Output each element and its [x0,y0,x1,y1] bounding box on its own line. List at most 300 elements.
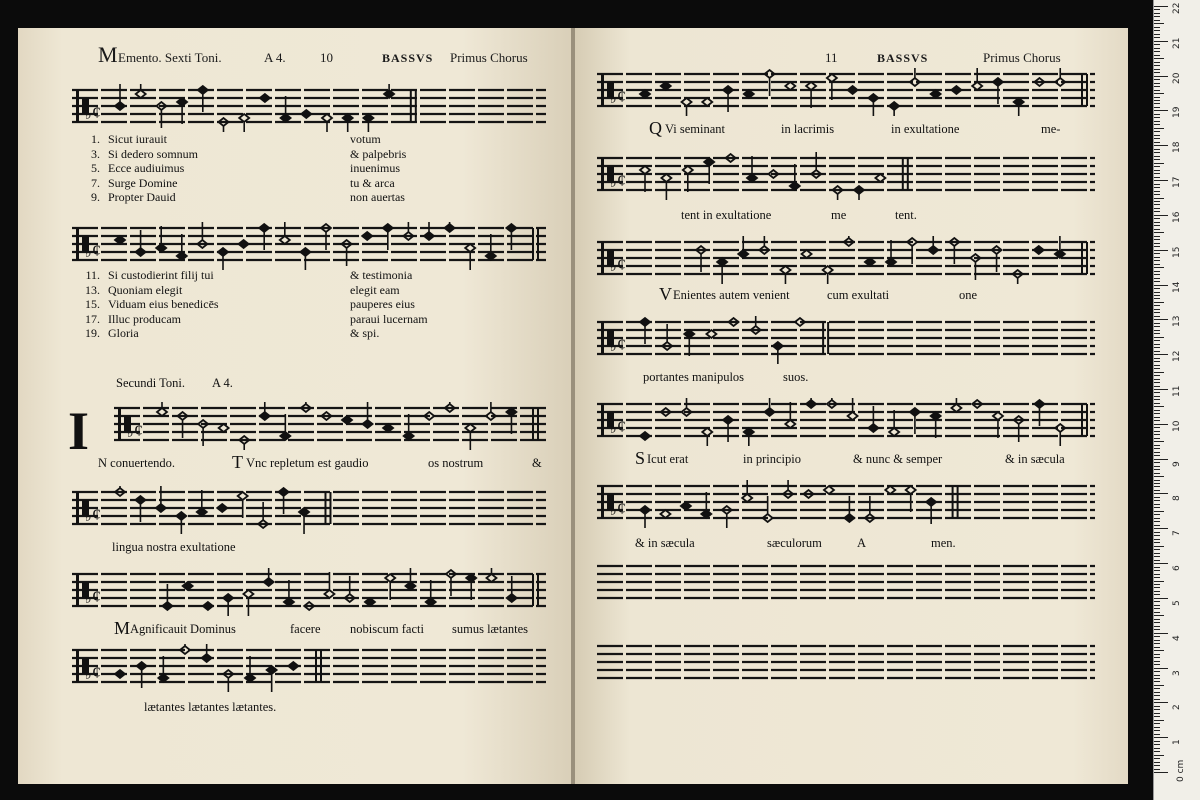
ruler-tick [1154,535,1160,536]
ruler-tick [1154,55,1160,56]
ruler-tick [1154,511,1164,512]
ruler-tick [1154,13,1160,14]
ruler-label: 9 [1172,460,1182,467]
verse-number: 7. [91,175,100,190]
ruler-tick [1154,354,1168,355]
ruler-tick [1154,591,1160,592]
ruler-tick [1154,170,1160,171]
ruler-tick [1154,271,1160,272]
lyric-drop-cap: T [232,452,243,472]
ruler-tick [1154,37,1160,38]
ruler-tick [1154,431,1160,432]
verse-ending: & spi. [350,326,380,340]
svg-text:♭: ♭ [85,591,92,607]
verse-incipit: Illuc producam [108,311,181,326]
verse-number: 3. [91,146,100,161]
ruler-label: 5 [1172,600,1182,606]
ruler-tick [1154,163,1164,164]
ruler-tick [1154,292,1160,293]
ruler-tick [1154,399,1160,400]
empty-staff [597,560,1095,608]
verse-list [82,132,502,212]
lyric-drop-cap: V [659,284,672,304]
ruler-tick [1154,184,1160,185]
ruler-tick [1154,699,1160,700]
ruler-tick [1154,9,1160,10]
lyric-segment: in exultatione [891,122,960,136]
ruler-tick [1154,514,1160,515]
ruler-tick [1154,493,1168,494]
ruler-tick [1154,452,1160,453]
staff-notation [72,644,546,692]
ruler-tick [1154,528,1168,529]
ruler-tick [1154,560,1160,561]
ruler-tick [1154,629,1160,630]
ruler-tick [1154,156,1160,157]
ruler-tick [1154,194,1160,195]
ruler-tick [1154,755,1164,756]
ruler-tick [1154,403,1160,404]
lyric-segment: & nunc & semper [853,452,943,466]
ruler-tick [1154,744,1160,745]
ruler-tick [1154,20,1160,21]
ruler-tick [1154,678,1160,679]
staff-notation [114,402,546,450]
ruler-tick [1154,302,1164,303]
ruler-tick [1154,27,1160,28]
lyric-line [635,536,1035,556]
svg-text:♭: ♭ [85,667,92,683]
ruler-tick [1154,671,1160,672]
ruler-tick [1154,121,1160,122]
ruler-tick [1154,48,1160,49]
ruler-tick [1154,612,1160,613]
music-staff [72,84,546,132]
ruler-tick [1154,504,1160,505]
ruler-tick [1154,406,1164,407]
lyric-segment: facere [290,622,321,636]
svg-text:♭: ♭ [610,175,617,191]
ruler-tick [1154,288,1160,289]
ruler-tick [1154,594,1160,595]
ruler-tick [1154,396,1160,397]
ruler-label: 7 [1172,530,1182,537]
ruler-tick [1154,131,1160,132]
ruler-tick [1154,138,1160,139]
staff-notation [597,480,1095,528]
music-staff [72,486,546,534]
ruler-label: 3 [1172,669,1182,676]
verse-incipit: Ecce audiuimus [108,161,185,175]
verse-ending: votum [350,132,381,146]
ruler-tick [1154,619,1160,620]
verse-number: 15. [85,297,100,311]
ruler-tick [1154,462,1160,463]
ruler-tick [1154,417,1160,418]
ruler-tick [1154,434,1160,435]
ruler-tick [1154,695,1160,696]
lyric-segment: tent in exultatione [681,208,772,222]
ruler-tick [1154,427,1160,428]
ruler-label: 1 [1172,739,1182,746]
ruler-tick [1154,337,1164,338]
verse-incipit: Surge Domine [108,175,178,190]
lyric-line [649,118,1109,142]
ruler-unit-label: 0 cm [1176,759,1186,782]
ruler-tick [1154,41,1168,42]
staff-notation [597,68,1095,116]
ruler-tick [1154,319,1168,320]
page-number: 10 [320,50,333,65]
ruler-tick [1154,675,1160,676]
svg-text:¢: ¢ [617,498,626,518]
ruler-tick [1154,201,1160,202]
ruler-tick [1154,69,1160,70]
ruler-tick [1154,208,1160,209]
svg-text:¢: ¢ [617,254,626,274]
lyric-segment: lætantes lætantes lætantes. [144,700,277,714]
ruler-tick [1154,351,1160,352]
verse-ending: non auertas [350,190,405,204]
music-staff [72,222,546,270]
music-staff [72,568,546,616]
header-title: Emento. Sexti Toni. [118,50,222,65]
verse-incipit: Viduam eius benedicēs [108,297,219,311]
ruler-tick [1154,309,1160,310]
ruler-label: 11 [1172,385,1182,397]
verse-ending: paraui lucernam [350,311,428,326]
ruler-tick [1154,459,1168,460]
ruler-tick [1154,110,1168,111]
lyric-segment: men. [931,536,956,550]
ruler-tick [1154,389,1168,390]
ruler-tick [1154,413,1160,414]
header-voices: A 4. [264,50,286,65]
ruler-tick [1154,751,1160,752]
ruler-tick [1154,654,1160,655]
ruler-tick [1154,267,1164,268]
ruler-tick [1154,278,1160,279]
ruler-tick [1154,187,1160,188]
ruler-label: 6 [1172,565,1182,572]
ruler-tick [1154,166,1160,167]
verse-incipit: Propter Dauid [108,190,176,204]
verse-ending: & testimonia [350,268,413,282]
ruler-tick [1154,643,1160,644]
ruler-tick [1154,295,1160,296]
ruler-tick [1154,253,1160,254]
ruler-tick [1154,274,1160,275]
ruler-tick [1154,257,1160,258]
verse-incipit: Quoniam elegit [108,282,183,297]
ruler-label: 4 [1172,634,1182,641]
svg-text:♭: ♭ [85,509,92,525]
music-staff [72,644,546,692]
lyric-segment: Vnc repletum est gaudio [246,456,369,470]
verse-ending: tu & arca [350,175,395,190]
ruler-tick [1154,103,1160,104]
ruler-tick [1154,198,1164,199]
staff-notation [597,152,1095,200]
lyric-line [659,284,1059,308]
ruler-tick [1154,97,1160,98]
ruler-tick [1154,500,1160,501]
ruler-tick [1154,734,1160,735]
lyric-segment: A [857,536,867,550]
ruler-tick [1154,608,1160,609]
measuring-ruler [1153,0,1200,800]
ruler-tick [1154,563,1168,564]
ruler-tick [1154,44,1160,45]
ruler-tick [1154,379,1160,380]
lyric-line [98,452,558,476]
ruler-tick [1154,114,1160,115]
verse-ending: elegit eam [350,282,400,297]
ruler-tick [1154,361,1160,362]
ruler-tick [1154,191,1160,192]
ruler-tick [1154,570,1160,571]
ruler-tick [1154,6,1168,7]
chorus-name: Primus Chorus [983,50,1061,65]
ruler-tick [1154,765,1160,766]
music-staff [597,316,1095,364]
ruler-tick [1154,455,1160,456]
ruler-tick [1154,420,1160,421]
verse-number: 9. [91,190,100,204]
ruler-tick [1154,584,1160,585]
ruler-tick [1154,239,1160,240]
ruler-tick [1154,758,1160,759]
ruler-tick [1154,211,1160,212]
ruler-tick [1154,410,1160,411]
ruler-tick [1154,601,1160,602]
verse-number: 13. [85,282,100,297]
ruler-tick [1154,598,1168,599]
lyric-segment: sumus lætantes [452,622,529,636]
ruler-tick [1154,633,1168,634]
ruler-tick [1154,51,1160,52]
left-page-header [18,42,573,72]
ruler-tick [1154,386,1160,387]
ruler-tick [1154,375,1160,376]
ruler-tick [1154,117,1160,118]
ruler-label: 15 [1172,246,1182,258]
lyric-segment: portantes manipulos [643,370,745,384]
ruler-tick [1154,180,1168,181]
ruler-tick [1154,229,1160,230]
svg-text:♭: ♭ [127,425,134,441]
ruler-tick [1154,681,1160,682]
lyric-line [681,208,1021,228]
ruler-tick [1154,330,1160,331]
ruler-tick [1154,177,1160,178]
ruler-tick [1154,553,1160,554]
ruler-tick [1154,225,1160,226]
svg-text:♭: ♭ [610,259,617,275]
ruler-tick [1154,650,1164,651]
ruler-tick [1154,382,1160,383]
ruler-tick [1154,83,1160,84]
ruler-tick [1154,340,1160,341]
svg-text:♭: ♭ [610,339,617,355]
ruler-tick [1154,264,1160,265]
ruler-tick [1154,727,1160,728]
ruler-tick [1154,232,1164,233]
ruler-tick [1154,445,1160,446]
lyric-segment: me- [1041,122,1061,136]
ruler-tick [1154,542,1160,543]
ruler-tick [1154,392,1160,393]
staff-notation [597,236,1095,284]
ruler-tick [1154,664,1160,665]
ruler-tick [1154,622,1160,623]
ruler-tick [1154,473,1160,474]
ruler-tick [1154,772,1168,773]
part-name: BASSVS [382,51,434,65]
left-page [18,28,573,784]
svg-text:¢: ¢ [617,334,626,354]
ruler-tick [1154,347,1160,348]
lyric-segment: N conuertendo. [98,456,176,470]
ruler-tick [1154,149,1160,150]
ruler-tick [1154,556,1160,557]
lyric-segment: tent. [895,208,917,222]
lyric-segment: in principio [743,452,801,466]
ruler-tick [1154,159,1160,160]
open-book [18,28,1128,784]
ruler-label: 12 [1172,350,1182,363]
verse-incipit: Si custodierint filij tui [108,268,214,282]
ruler-tick [1154,490,1160,491]
svg-text:♭: ♭ [610,421,617,437]
ruler-tick [1154,518,1160,519]
svg-text:¢: ¢ [92,504,101,524]
ruler-tick [1154,497,1160,498]
verse-incipit: Sicut iurauit [108,132,167,146]
large-initial: I [68,401,90,461]
ruler-tick [1154,215,1168,216]
ruler-tick [1154,368,1160,369]
verse-ending: inuenimus [350,161,400,175]
ruler-tick [1154,577,1160,578]
ruler-tick [1154,333,1160,334]
ruler-label: 8 [1172,495,1182,502]
verse-ending: pauperes eius [350,297,415,311]
ruler-tick [1154,23,1164,24]
svg-text:¢: ¢ [617,170,626,190]
ruler-tick [1154,34,1160,35]
ruler-tick [1154,730,1160,731]
empty-staff [597,640,1095,688]
ruler-tick [1154,702,1168,703]
ruler-tick [1154,615,1164,616]
svg-text:♭: ♭ [610,91,617,107]
ruler-tick [1154,124,1160,125]
ruler-tick [1154,713,1160,714]
svg-text:¢: ¢ [134,420,143,440]
ruler-label: 19 [1172,107,1182,119]
ruler-tick [1154,448,1160,449]
right-page [575,28,1128,784]
lyric-segment: in lacrimis [781,122,835,136]
chorus-name: Primus Chorus [450,50,528,65]
part-name: BASSVS [877,51,929,65]
ruler-tick [1154,100,1160,101]
ruler-tick [1154,587,1160,588]
ruler-tick [1154,748,1160,749]
svg-text:¢: ¢ [92,586,101,606]
svg-text:¢: ¢ [617,416,626,436]
header-drop-cap: M [98,42,118,67]
ruler-tick [1154,316,1160,317]
svg-text:¢: ¢ [617,86,626,106]
ruler-tick [1154,640,1160,641]
ruler-tick [1154,525,1160,526]
ruler-tick [1154,626,1160,627]
ruler-tick [1154,90,1160,91]
ruler-tick [1154,546,1164,547]
ruler-tick [1154,661,1160,662]
ruler-tick [1154,692,1160,693]
ruler-tick [1154,30,1160,31]
staff-notation [597,316,1095,364]
ruler-tick [1154,173,1160,174]
ruler-tick [1154,365,1160,366]
ruler-label: 16 [1172,211,1182,223]
ruler-tick [1154,93,1164,94]
ruler-tick [1154,372,1164,373]
ruler-tick [1154,62,1160,63]
ruler-tick [1154,480,1160,481]
ruler-tick [1154,281,1160,282]
verse-number: 19. [85,326,100,340]
ruler-tick [1154,424,1168,425]
mode-voices: A 4. [212,376,233,390]
staff-lines [597,640,1095,688]
svg-text:♭: ♭ [85,245,92,261]
ruler-tick [1154,298,1160,299]
lyric-segment: & in sæcula [635,536,695,550]
ruler-tick [1154,581,1164,582]
ruler-tick [1154,204,1160,205]
ruler-tick [1154,706,1160,707]
ruler-tick [1154,476,1164,477]
lyric-segment: me [831,208,847,222]
lyric-line [114,618,554,642]
ruler-tick [1154,507,1160,508]
ruler-label: 20 [1172,72,1182,84]
ruler-tick [1154,358,1160,359]
verse-number: 11. [85,268,100,282]
ruler-tick [1154,605,1160,606]
lyric-segment: & [532,456,542,470]
lyric-segment: os nostrum [428,456,484,470]
lyric-line [643,370,843,390]
ruler-tick [1154,636,1160,637]
lyric-drop-cap: Q [649,118,662,138]
staff-notation [72,84,546,132]
svg-text:♭: ♭ [85,107,92,123]
ruler-tick [1154,326,1160,327]
lyric-segment: nobiscum facti [350,622,424,636]
ruler-tick [1154,723,1160,724]
music-staff [597,480,1095,528]
lyric-segment: sæculorum [767,536,822,550]
ruler-tick [1154,567,1160,568]
verse-ending: & palpebris [350,146,407,161]
ruler-tick [1154,762,1160,763]
ruler-tick [1154,647,1160,648]
